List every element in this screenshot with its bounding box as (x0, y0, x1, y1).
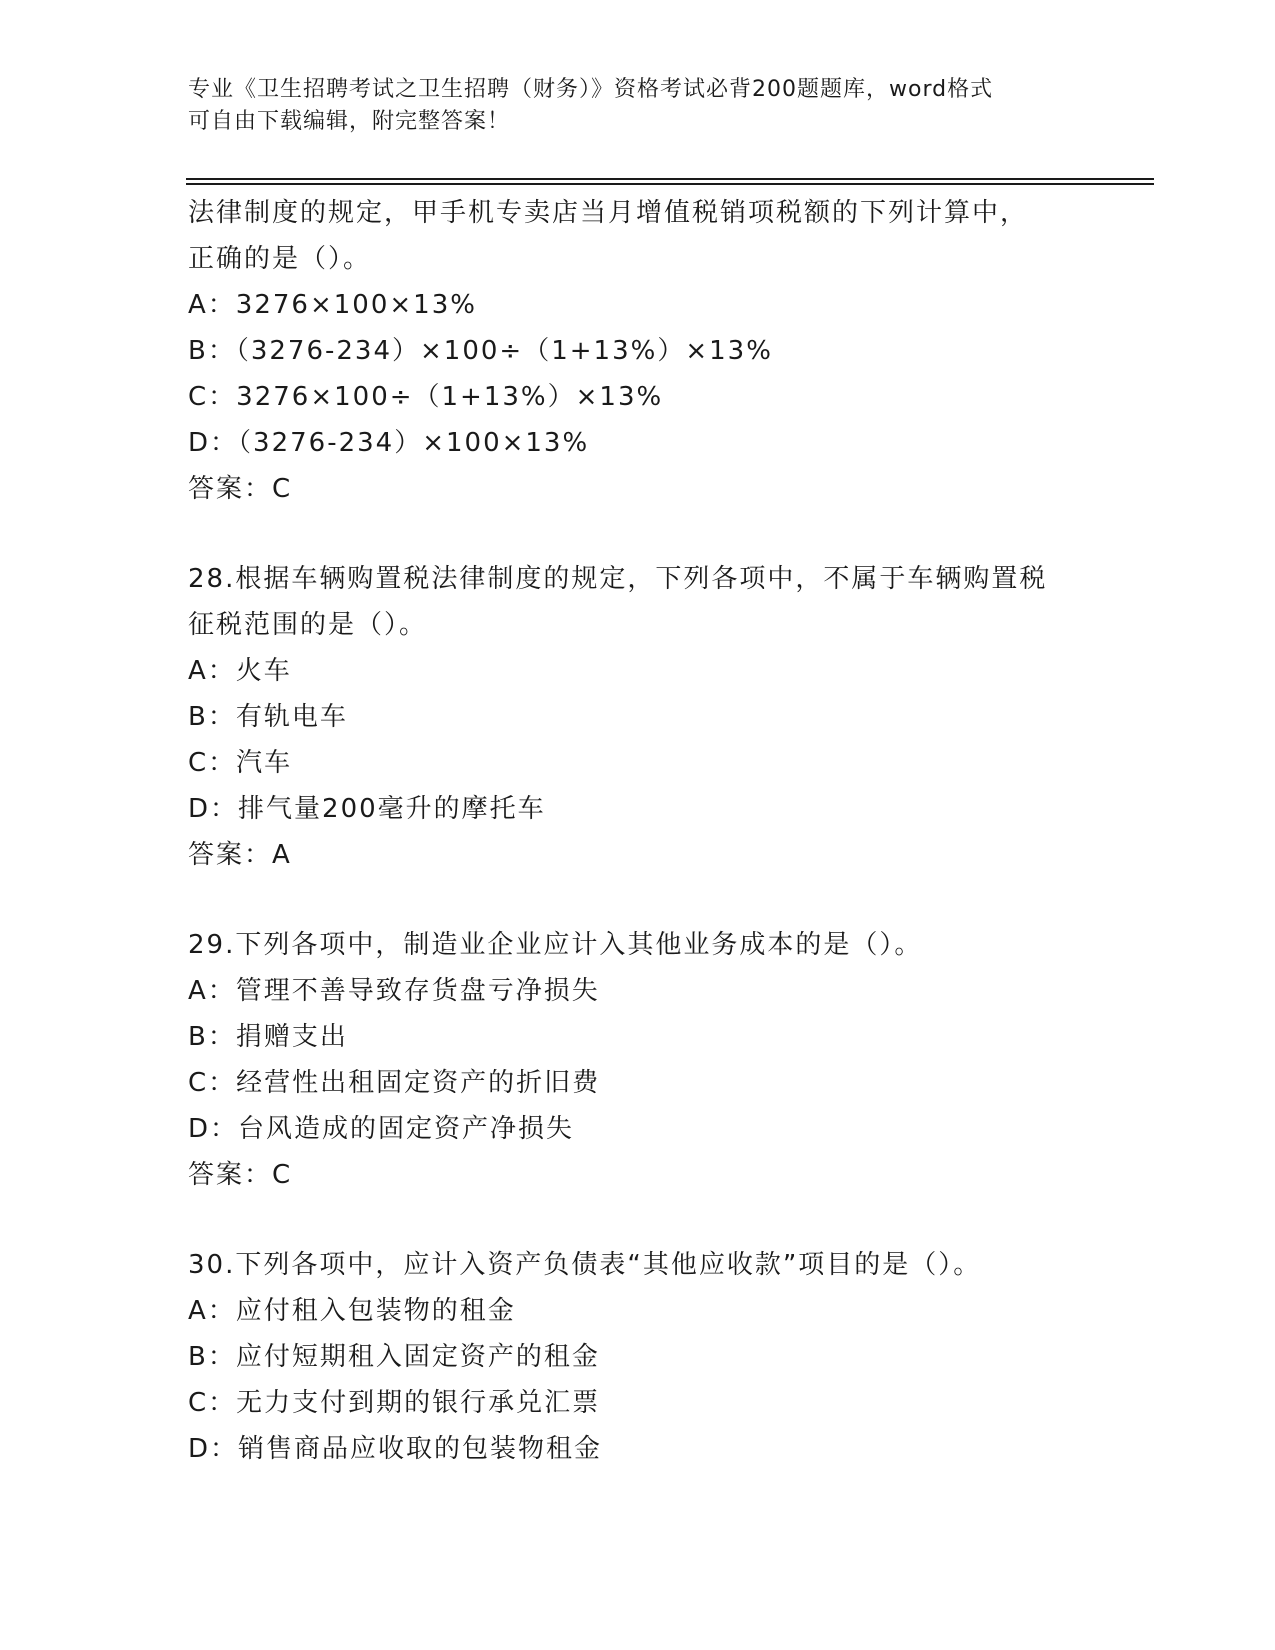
spacer (188, 512, 1148, 556)
answer-line: 答案：A (188, 840, 292, 870)
question-30 (188, 1242, 1148, 1472)
spacer (188, 878, 1148, 922)
option-c: C：经营性出租固定资产的折旧费 (188, 1068, 601, 1098)
question-stem-line: 正确的是（）。 (188, 244, 372, 274)
question-list (188, 190, 1148, 1472)
option-b: B：应付短期租入固定资产的租金 (188, 1342, 600, 1372)
option-c: C：汽车 (188, 748, 293, 778)
question-28 (188, 556, 1148, 878)
header-title-line-2: 可自由下载编辑，附完整答案！ (188, 109, 511, 134)
question-stem-line: 29.下列各项中，制造业企业应计入其他业务成本的是（）。 (188, 930, 923, 960)
option-a: A：火车 (188, 656, 292, 686)
question-stem-line: 30.下列各项中，应计入资产负债表“其他应收款”项目的是（）。 (188, 1250, 982, 1280)
option-a: A：3276×100×13% (188, 290, 477, 320)
option-d: D：销售商品应收取的包装物租金 (188, 1434, 603, 1464)
option-d: D：台风造成的固定资产净损失 (188, 1114, 575, 1144)
option-d: D：排气量200毫升的摩托车 (188, 794, 546, 824)
option-b: B：有轨电车 (188, 702, 348, 732)
option-a: A：应付租入包装物的租金 (188, 1296, 516, 1326)
option-c: C：3276×100÷（1+13%）×13% (188, 382, 664, 412)
option-c: C：无力支付到期的银行承兑汇票 (188, 1388, 601, 1418)
header-title-line-1: 专业《卫生招聘考试之卫生招聘（财务）》资格考试必背200题题库，word格式 (188, 77, 994, 102)
question-29 (188, 922, 1148, 1198)
option-d: D：（3276-234）×100×13% (188, 428, 590, 458)
header-divider-top (186, 178, 1154, 180)
question-27 (188, 190, 1148, 512)
question-stem-line: 征税范围的是（）。 (188, 610, 428, 640)
spacer (188, 1198, 1148, 1242)
option-a: A：管理不善导致存货盘亏净损失 (188, 976, 600, 1006)
header-divider-bottom (186, 183, 1154, 185)
option-b: B：（3276-234）×100÷（1+13%）×13% (188, 336, 773, 366)
question-stem-line: 28.根据车辆购置税法律制度的规定，下列各项中，不属于车辆购置税 (188, 564, 1048, 594)
question-stem-line: 法律制度的规定，甲手机专卖店当月增值税销项税额的下列计算中， (188, 198, 1029, 228)
answer-line: 答案：C (188, 1160, 293, 1190)
answer-line: 答案：C (188, 474, 293, 504)
option-b: B：捐赠支出 (188, 1022, 348, 1052)
document-header (188, 74, 1088, 138)
